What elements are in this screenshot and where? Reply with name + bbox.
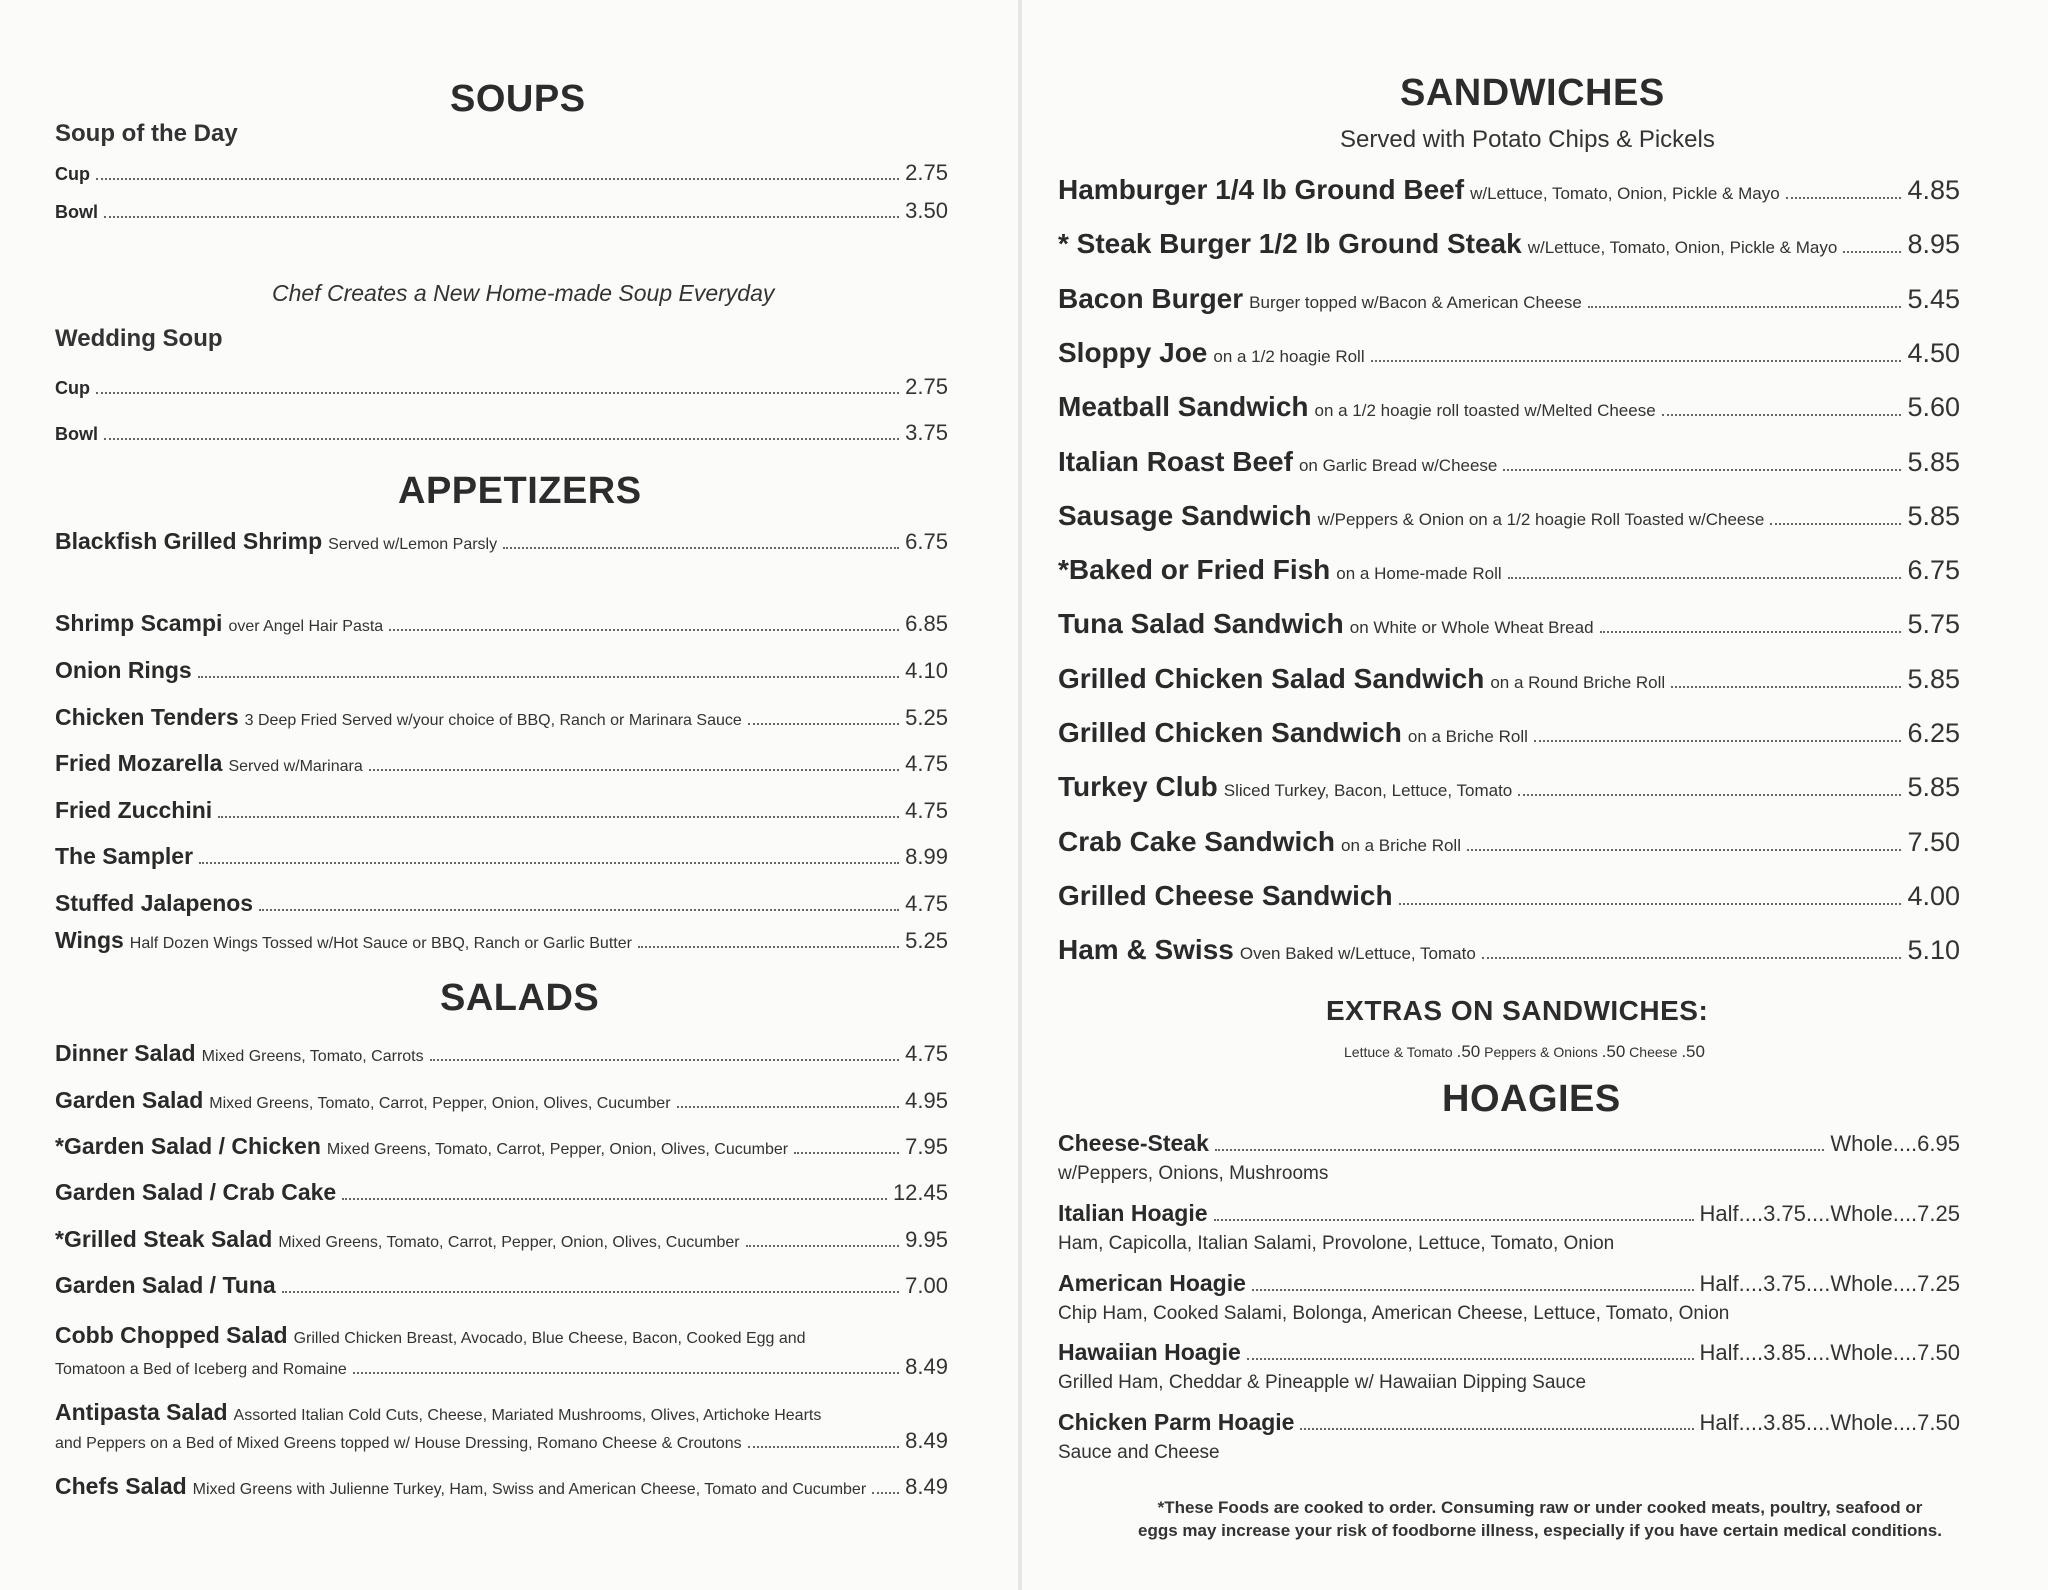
menu-item-cont (55, 1428, 948, 1454)
menu-item (55, 1322, 948, 1349)
whole-label: Whole (1830, 1340, 1893, 1365)
whole-price: 7.25 (1917, 1201, 1960, 1226)
item-name: *Grilled Steak Salad (55, 1226, 273, 1252)
item-price: 5.25 (905, 705, 948, 730)
item-name: Wings (55, 927, 124, 953)
item-desc: Served w/Lemon Parsly (328, 536, 498, 553)
menu-item (1058, 391, 1960, 423)
dot-leader (1371, 360, 1902, 362)
dot-leader (369, 769, 899, 771)
item-desc: Sliced Turkey, Bacon, Lettuce, Tomato (1223, 781, 1513, 801)
item-name: Cup (55, 164, 90, 184)
menu-item (55, 1179, 948, 1206)
item-name: Chicken Tenders (55, 704, 239, 730)
dot-leader (1518, 794, 1901, 796)
item-desc: w/Lettuce, Tomato, Onion, Pickle & Mayo (1527, 238, 1838, 258)
soup-of-day-cup (55, 160, 948, 186)
item-desc: on White or Whole Wheat Bread (1349, 618, 1594, 638)
whole-label: Whole (1830, 1131, 1893, 1156)
menu-item (1058, 554, 1960, 586)
item-price: 8.49 (905, 1474, 948, 1499)
hoagie-row (1058, 1339, 1960, 1366)
item-desc: Tomatoon a Bed of Iceberg and Romaine (55, 1361, 347, 1378)
dot-sep: .... (1805, 1340, 1831, 1365)
item-desc: Mixed Greens, Tomato, Carrot, Pepper, Onion, Olives, Cucumber (209, 1095, 671, 1112)
item-price: 5.85 (1907, 446, 1960, 477)
item-desc: Mixed Greens, Tomato, Carrot, Pepper, Onion, Olives, Cucumber (278, 1234, 740, 1251)
whole-label: Whole (1830, 1409, 1893, 1435)
hoagie-row (1058, 1200, 1960, 1227)
item-price: 4.85 (1907, 175, 1960, 205)
item-desc: Assorted Italian Cold Cuts, Cheese, Mariated Mushrooms, Olives, Artichoke Hearts (233, 1407, 822, 1424)
item-name: Chicken Parm Hoagie (1058, 1408, 1295, 1435)
hoagie-detail: Sauce and Cheese (1058, 1441, 1220, 1463)
hoagie-detail: Ham, Capicolla, Italian Salami, Provolone, Lettuce, Tomato, Onion (1058, 1233, 1615, 1254)
dot-leader (282, 1291, 899, 1293)
menu-item (55, 890, 948, 917)
item-name: Bowl (55, 424, 98, 444)
item-desc: on a Round Briche Roll (1490, 672, 1666, 692)
hoagie-row (1058, 1270, 1960, 1297)
item-name: Grilled Chicken Salad Sandwich (1058, 662, 1485, 694)
dot-leader (1467, 849, 1901, 851)
half-label: Half (1699, 1340, 1739, 1365)
whole-price: 7.25 (1917, 1270, 1960, 1296)
menu-item (1058, 826, 1960, 858)
whole-price: 7.50 (1917, 1340, 1960, 1365)
half-price: 3.75 (1763, 1201, 1806, 1226)
item-name: Garden Salad (55, 1087, 204, 1113)
dot-leader (1662, 414, 1902, 416)
dot-sep: .... (1738, 1201, 1764, 1226)
menu-item (1058, 771, 1960, 803)
item-desc: on a Briche Roll (1407, 727, 1528, 746)
item-name: Antipasta Salad (55, 1399, 228, 1425)
chef-note: Chef Creates a New Home-made Soup Everyday (272, 280, 775, 306)
hoagie-detail: Grilled Ham, Cheddar & Pineapple w/ Hawaiian Dipping Sauce (1058, 1372, 1587, 1393)
item-desc: over Angel Hair Pasta (228, 618, 384, 635)
item-name: Hawaiian Hoagie (1058, 1339, 1241, 1365)
menu-item (55, 528, 948, 555)
item-desc: Oven Baked w/Lettuce, Tomato (1239, 944, 1476, 964)
left-page (0, 0, 1018, 1590)
dot-sep: .... (1892, 1201, 1918, 1226)
item-name: Meatball Sandwich (1058, 391, 1309, 423)
item-name: American Hoagie (1058, 1269, 1246, 1296)
item-name: Bowl (55, 202, 98, 222)
hoagie-detail: Chip Ham, Cooked Salami, Bolonga, American Cheese, Lettuce, Tomato, Onion (1058, 1302, 1730, 1324)
menu-item (1058, 717, 1960, 749)
hoagie-row: Cheese-Steak Whole .... 6.95 (1058, 1130, 1960, 1156)
item-price: 5.85 (1907, 663, 1960, 694)
item-desc: on Garlic Bread w/Cheese (1298, 455, 1498, 475)
dot-sep: .... (1738, 1270, 1764, 1296)
item-price: 5.85 (1907, 772, 1960, 803)
dot-leader (1671, 686, 1901, 688)
item-desc: on a 1/2 hoagie roll toasted w/Melted Cheese (1314, 401, 1656, 421)
page-fold (1018, 0, 1022, 1590)
item-name: Shrimp Scampi (55, 610, 223, 636)
wedding-soup-title: Wedding Soup (55, 325, 223, 352)
appetizers-heading: APPETIZERS (398, 470, 642, 512)
item-name: Fried Mozarella (55, 750, 223, 776)
half-label: Half (1699, 1270, 1739, 1296)
footnote (1090, 1496, 1990, 1542)
item-name: Tuna Salad Sandwich (1058, 608, 1344, 640)
dot-leader (1214, 1219, 1694, 1221)
dot-leader (1252, 1289, 1694, 1291)
menu-item (55, 927, 948, 954)
dot-leader (430, 1059, 900, 1061)
menu-item (55, 657, 948, 684)
item-price: 3.50 (905, 198, 948, 223)
item-price: 6.75 (905, 529, 948, 554)
menu-item (55, 1272, 948, 1299)
item-name: Sloppy Joe (1058, 336, 1208, 368)
menu-item (55, 1226, 948, 1253)
dot-leader (1300, 1428, 1693, 1430)
item-price: 5.10 (1907, 935, 1960, 966)
extra-price: .50 (1601, 1042, 1626, 1061)
item-desc: and Peppers on a Bed of Mixed Greens topped w/ House Dressing, Romano Cheese & Croutons (55, 1435, 742, 1452)
menu-item (55, 1473, 948, 1500)
item-name: *Garden Salad / Chicken (55, 1133, 321, 1159)
item-desc: on a Briche Roll (1340, 835, 1461, 855)
menu-item (1058, 500, 1960, 532)
menu-item (1058, 337, 1960, 369)
extra-label: Peppers & Onions (1484, 1044, 1598, 1060)
menu-item (55, 1087, 948, 1114)
menu-item (1058, 446, 1960, 478)
half-price: 3.75 (1763, 1270, 1806, 1296)
dot-sep: .... (1738, 1409, 1764, 1435)
item-price: 6.75 (1907, 555, 1960, 586)
item-desc: Served w/Marinara (228, 758, 363, 775)
hoagie-row (1058, 1409, 1960, 1436)
dot-leader (199, 862, 899, 864)
item-name: Sausage Sandwich (1058, 499, 1312, 531)
soup-of-day-title: Soup of the Day (55, 120, 238, 147)
dot-leader (1600, 631, 1902, 633)
sandwiches-subheading: Served with Potato Chips & Pickels (1340, 126, 1715, 153)
dot-sep: .... (1892, 1270, 1918, 1296)
item-name: Stuffed Jalapenos (55, 890, 254, 916)
item-price: 7.95 (905, 1134, 948, 1159)
menu-item-cont (55, 1354, 948, 1380)
dot-leader (1588, 306, 1902, 308)
dot-leader (503, 547, 899, 549)
item-desc: on a Home-made Roll (1336, 564, 1502, 584)
half-price: 3.85 (1763, 1409, 1806, 1435)
item-price: 5.25 (905, 928, 948, 953)
half-label: Half (1699, 1409, 1739, 1435)
item-name: *Baked or Fried Fish (1058, 554, 1331, 586)
dot-leader (746, 1245, 900, 1247)
dot-leader (638, 946, 899, 948)
item-price: 12.45 (892, 1180, 948, 1205)
item-name: Italian Roast Beef (1058, 445, 1293, 477)
wedding-soup-bowl (55, 420, 948, 446)
extra-price: .50 (1681, 1042, 1705, 1061)
item-price: 4.75 (905, 891, 948, 916)
extras-line (1344, 1042, 1705, 1062)
item-desc: Mixed Greens, Tomato, Carrot, Pepper, Onion, Olives, Cucumber (326, 1141, 789, 1158)
dot-leader (1786, 197, 1902, 199)
item-price: 8.49 (905, 1354, 948, 1379)
soup-of-day-bowl (55, 198, 948, 224)
dot-leader (218, 816, 899, 818)
menu-item (55, 1040, 948, 1067)
dot-leader (1503, 469, 1901, 471)
menu-item (55, 1133, 948, 1160)
dot-leader (1843, 251, 1901, 253)
item-desc: Mixed Greens with Julienne Turkey, Ham, Swiss and American Cheese, Tomato and Cucumber (192, 1481, 867, 1498)
footnote-line: *These Foods are cooked to order. Consuming raw or under cooked meats, poultry, seafood or (1157, 1498, 1923, 1517)
dot-leader (198, 676, 899, 678)
hoagies-heading: HOAGIES (1442, 1078, 1621, 1120)
menu-item (55, 750, 948, 777)
item-desc: Grilled Chicken Breast, Avocado, Blue Cheese, Bacon, Cooked Egg and (293, 1330, 806, 1347)
item-price: 4.75 (905, 1041, 948, 1066)
item-price: 4.50 (1907, 337, 1960, 368)
item-price: 5.60 (1907, 392, 1960, 423)
dot-leader (1247, 1358, 1694, 1360)
item-name: Hamburger 1/4 lb Ground Beef (1058, 174, 1465, 205)
dot-sep: .... (1738, 1340, 1764, 1365)
dot-sep: .... (1805, 1270, 1831, 1296)
item-price: 8.95 (1907, 229, 1960, 260)
wedding-soup-cup (55, 374, 948, 400)
menu-item (1058, 880, 1960, 912)
extras-heading: EXTRAS ON SANDWICHES: (1326, 995, 1709, 1026)
item-name: Cheese-Steak (1058, 1130, 1209, 1156)
item-price: 8.99 (905, 844, 948, 869)
item-name: Garden Salad / Crab Cake (55, 1179, 337, 1205)
item-desc: w/Peppers & Onion on a 1/2 hoagie Roll Toasted w/Cheese (1317, 509, 1765, 529)
item-desc: Half Dozen Wings Tossed w/Hot Sauce or BBQ, Ranch or Garlic Butter (129, 935, 632, 952)
item-price: 5.75 (1907, 609, 1960, 640)
menu-item (1058, 228, 1960, 260)
whole-label: Whole (1830, 1270, 1893, 1296)
item-name: Dinner Salad (55, 1040, 196, 1066)
item-name: Italian Hoagie (1058, 1200, 1208, 1226)
whole-price: 6.95 (1917, 1131, 1960, 1156)
item-price: 8.49 (905, 1428, 948, 1453)
item-name: Garden Salad / Tuna (55, 1272, 276, 1298)
item-name: Cup (55, 378, 90, 398)
item-name: Ham & Swiss (1058, 934, 1234, 966)
item-price: 7.00 (905, 1273, 948, 1298)
item-price: 5.45 (1907, 283, 1960, 314)
salads-heading: SALADS (440, 977, 600, 1019)
hoagie-detail: w/Peppers, Onions, Mushrooms (1058, 1163, 1329, 1184)
item-price: 4.10 (905, 658, 948, 683)
half-price: 3.85 (1763, 1340, 1806, 1365)
item-price: 5.85 (1907, 500, 1960, 531)
menu-item (1058, 283, 1960, 315)
item-desc: w/Lettuce, Tomato, Onion, Pickle & Mayo (1470, 184, 1780, 203)
item-price: 4.00 (1907, 880, 1960, 911)
extra-label: Lettuce & Tomato (1344, 1044, 1453, 1060)
menu-item (1058, 608, 1960, 640)
menu-item (55, 704, 948, 731)
menu-item (1058, 663, 1960, 695)
soups-heading: SOUPS (450, 78, 586, 120)
extra-label: Cheese (1629, 1044, 1678, 1060)
whole-label: Whole (1830, 1201, 1893, 1226)
item-desc: 3 Deep Fried Served w/your choice of BBQ, Ranch or Marinara Sauce (244, 712, 742, 729)
item-name: Grilled Cheese Sandwich (1058, 879, 1393, 911)
item-desc: Burger topped w/Bacon & American Cheese (1249, 292, 1582, 312)
menu-item (55, 797, 948, 824)
item-name: Bacon Burger (1058, 282, 1244, 314)
item-name: The Sampler (55, 843, 194, 869)
item-name: Blackfish Grilled Shrimp (55, 528, 323, 554)
dot-leader (389, 629, 899, 631)
menu-item (55, 1399, 948, 1426)
item-price: 2.75 (905, 374, 948, 399)
half-label: Half (1699, 1201, 1739, 1226)
dot-sep: .... (1892, 1409, 1918, 1435)
item-name: * Steak Burger 1/2 lb Ground Steak (1058, 228, 1522, 260)
dot-leader (1399, 903, 1902, 905)
item-price: 2.75 (905, 160, 948, 185)
item-price: 7.50 (1907, 826, 1960, 857)
item-desc: on a 1/2 hoagie Roll (1213, 346, 1365, 366)
item-price: 9.95 (905, 1227, 948, 1252)
dot-sep: .... (1805, 1201, 1831, 1226)
dot-leader (1770, 523, 1901, 525)
item-price: 6.25 (1907, 718, 1960, 748)
item-desc: Mixed Greens, Tomato, Carrots (201, 1048, 424, 1065)
menu-item (55, 610, 948, 637)
dot-leader (794, 1152, 899, 1154)
item-price: 4.75 (905, 798, 948, 823)
dot-sep: .... (1892, 1340, 1918, 1365)
item-price: 6.85 (905, 611, 948, 636)
footnote-line: eggs may increase your risk of foodborne illness, especially if you have certain medical conditions. (1138, 1521, 1942, 1540)
item-price: 4.95 (905, 1088, 948, 1113)
item-name: Grilled Chicken Sandwich (1058, 717, 1402, 748)
item-name: Chefs Salad (55, 1473, 187, 1499)
dot-leader (677, 1106, 900, 1108)
sandwiches-heading: SANDWICHES (1400, 72, 1665, 114)
dot-leader (1534, 740, 1902, 742)
menu-item (1058, 934, 1960, 966)
menu-item (1058, 174, 1960, 206)
dot-leader (342, 1198, 887, 1200)
dot-leader (1508, 577, 1902, 579)
item-name: Onion Rings (55, 657, 192, 683)
item-name: Turkey Club (1058, 771, 1218, 803)
item-price: 4.75 (905, 751, 948, 776)
dot-sep: .... (1805, 1409, 1831, 1435)
dot-leader (259, 909, 899, 911)
item-price: 3.75 (905, 420, 948, 445)
item-name: Cobb Chopped Salad (55, 1322, 288, 1348)
dot-leader (1482, 957, 1902, 959)
dot-leader (748, 723, 899, 725)
item-name: Crab Cake Sandwich (1058, 825, 1335, 857)
menu-item (55, 843, 948, 870)
extra-price: .50 (1456, 1042, 1481, 1061)
item-name: Fried Zucchini (55, 797, 213, 823)
whole-price: 7.50 (1917, 1409, 1960, 1435)
